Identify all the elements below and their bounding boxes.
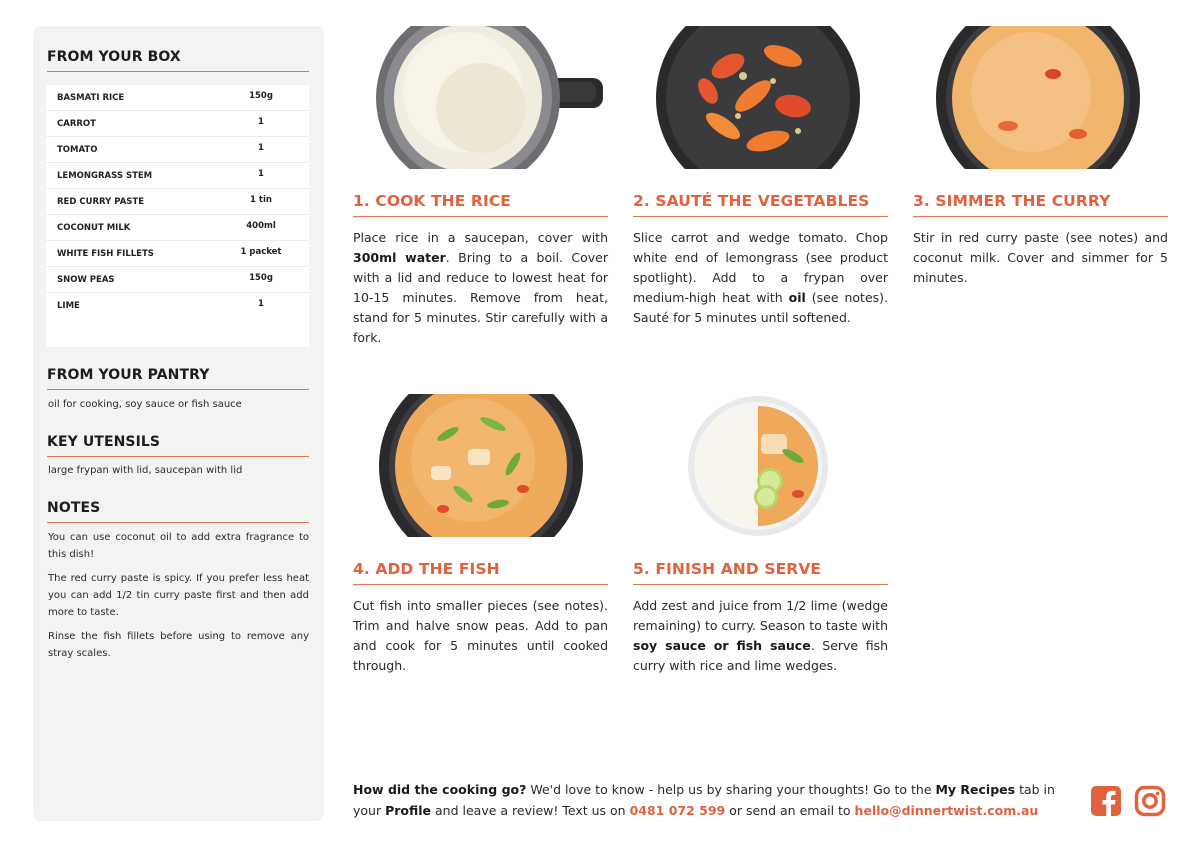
table-row [46, 267, 309, 293]
text-segment: Profile [385, 803, 432, 818]
ingredient-qty: 1 packet [240, 247, 282, 257]
text-segment: 300ml water [353, 250, 446, 265]
text-segment: Cut fish into smaller pieces (see notes). Trim and halve snow peas. Add to pan and cook for 5 minutes until cooked through. [353, 598, 608, 673]
step-divider [913, 216, 1168, 217]
ingredient-qty: 1 [258, 299, 264, 309]
text-segment: My Recipes [935, 782, 1016, 797]
rice-saucepan-photo [353, 26, 608, 169]
pantry-title: FROM YOUR PANTRY [47, 367, 210, 383]
text-segment: How did the cooking go? [353, 782, 527, 797]
text-segment: . Serve fish curry with rice and lime wedges. [633, 638, 888, 673]
utensils-text: large frypan with lid, saucepan with lid [48, 465, 243, 476]
table-row [46, 85, 309, 111]
text-segment: soy sauce or fish sauce [633, 638, 811, 653]
table-row [46, 189, 309, 215]
instagram-icon[interactable] [1134, 785, 1166, 817]
ingredient-name: TOMATO [57, 145, 98, 155]
contact-link[interactable]: 0481 072 599 [629, 803, 726, 818]
note-item: The red curry paste is spicy. If you prefer less heat you can add 1/2 tin curry paste first and then add more to taste. [48, 573, 309, 618]
ingredient-name: RED CURRY PASTE [57, 197, 145, 207]
ingredient-name: SNOW PEAS [57, 275, 115, 285]
fish-curry-photo [353, 394, 608, 537]
section-divider [47, 522, 309, 523]
ingredient-qty: 1 [258, 117, 264, 127]
step-5-text [633, 596, 888, 676]
note-item: Rinse the fish fillets before using to remove any stray scales. [48, 631, 309, 659]
vegetables-frypan-photo [633, 26, 888, 169]
step-divider [353, 584, 608, 585]
ingredient-name: CARROT [57, 119, 96, 129]
table-row [46, 215, 309, 241]
step-1-title: 1. COOK THE RICE [353, 192, 511, 210]
text-segment: tab in your [353, 782, 1055, 818]
step-divider [633, 216, 888, 217]
step-4-text [353, 596, 608, 676]
facebook-icon[interactable] [1090, 785, 1122, 817]
table-row [46, 163, 309, 189]
text-segment: and leave a review! Text us on [431, 803, 630, 818]
text-segment: or send an email to [725, 803, 855, 818]
ingredient-qty: 400ml [246, 221, 276, 231]
ingredient-qty: 1 [258, 169, 264, 179]
ingredients-table [46, 85, 309, 347]
text-segment: . Bring to a boil. Cover with a lid and reduce to lowest heat for 10-15 minutes. Remove from heat, stand for 5 minutes. Stir carefully with a fork. [353, 250, 608, 345]
table-row [46, 137, 309, 163]
note-item: You can use coconut oil to add extra fragrance to this dish! [48, 532, 309, 560]
ingredient-name: WHITE FISH FILLETS [57, 249, 154, 259]
table-row [46, 293, 309, 319]
table-row [46, 241, 309, 267]
section-divider [47, 389, 309, 390]
step-2-text [633, 228, 888, 328]
step-divider [353, 216, 608, 217]
step-2-title: 2. SAUTÉ THE VEGETABLES [633, 192, 870, 210]
text-segment: We'd love to know - help us by sharing your thoughts! Go to the [526, 782, 936, 797]
ingredient-qty: 150g [249, 273, 273, 283]
step-3-text [913, 228, 1168, 288]
ingredient-name: LIME [57, 301, 80, 311]
text-segment: Slice carrot and wedge tomato. Chop white end of lemongrass (see product spotlight). Add to a frypan over medium-high heat with [633, 230, 888, 305]
ingredient-qty: 1 tin [250, 195, 272, 205]
ingredients-sidebar [33, 26, 324, 821]
pantry-text: oil for cooking, soy sauce or fish sauce [48, 399, 242, 410]
step-5-title: 5. FINISH AND SERVE [633, 560, 822, 578]
ingredient-name: LEMONGRASS STEM [57, 171, 153, 181]
ingredient-qty: 150g [249, 91, 273, 101]
notes-title: NOTES [47, 500, 101, 516]
served-curry-photo [633, 394, 888, 537]
text-segment: Place rice in a saucepan, cover with [353, 230, 608, 245]
text-segment: Add zest and juice from 1/2 lime (wedge remaining) to curry. Season to taste with [633, 598, 888, 633]
ingredient-qty: 1 [258, 143, 264, 153]
text-segment: (see notes). Sauté for 5 minutes until softened. [633, 290, 889, 325]
section-divider [47, 456, 309, 457]
section-divider [47, 71, 309, 72]
ingredient-name: BASMATI RICE [57, 93, 125, 103]
table-row [46, 111, 309, 137]
step-3-title: 3. SIMMER THE CURRY [913, 192, 1111, 210]
text-segment: Stir in red curry paste (see notes) and coconut milk. Cover and simmer for 5 minutes. [913, 230, 1168, 285]
from-your-box-title: FROM YOUR BOX [47, 49, 181, 65]
utensils-title: KEY UTENSILS [47, 434, 161, 450]
text-segment: oil [788, 290, 806, 305]
step-4-title: 4. ADD THE FISH [353, 560, 500, 578]
curry-simmer-photo [913, 26, 1168, 169]
contact-link[interactable]: hello@dinnertwist.com.au [854, 803, 1039, 818]
ingredient-name: COCONUT MILK [57, 223, 131, 233]
step-1-text [353, 228, 608, 348]
step-divider [633, 584, 888, 585]
feedback-footer [353, 779, 1073, 821]
